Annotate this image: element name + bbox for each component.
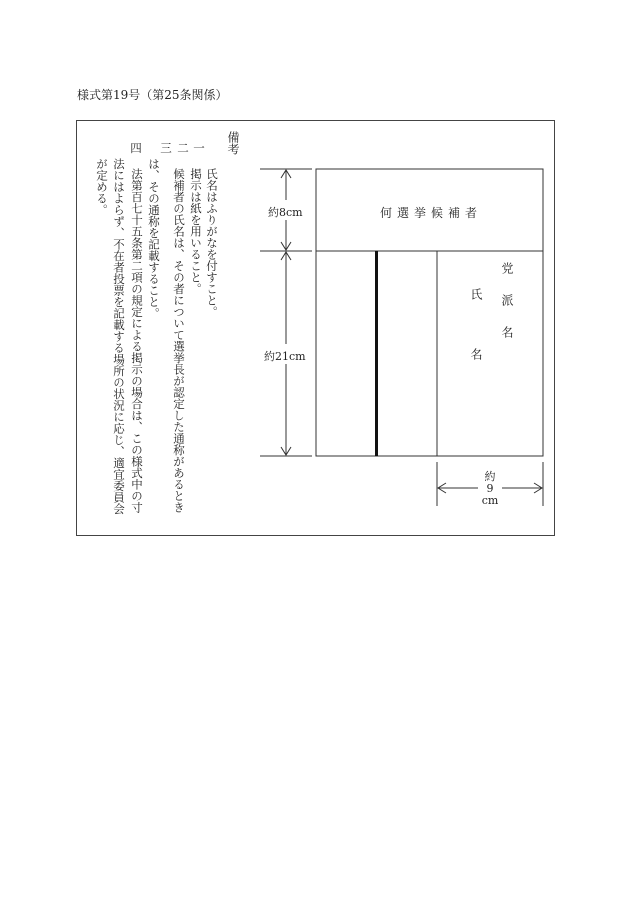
dim-label-left: 約21cm [264,350,306,363]
note-3-cont: は、その通称を記載すること。 [147,158,161,319]
note-2-text: 掲示は紙を用いること。 [189,168,203,295]
note-1-num: 一 [192,142,206,154]
dim-label-bottom-2: 9 [486,482,494,495]
note-3-num: 三 [159,142,173,154]
party-label: 党派名 [500,262,514,358]
note-4-cont: 法にはよらず、不在者投票を記載する場所の状況に応じ、適宜委員会 [112,158,126,515]
dim-label-bottom-1: 約 [484,470,496,483]
dim-label-bottom-3: cm [481,494,499,507]
name-label: 氏名 [469,288,483,408]
note-3-text: 候補者の氏名は、その者について選挙長が認定した通称があるとき [172,168,186,513]
note-1-text: 氏名はふりがなを付すこと。 [205,168,219,318]
note-4-cont2: が定める。 [95,158,109,216]
note-4-num: 四 [129,142,143,154]
note-4-text: 法第百七十五条第二項の規定による掲示の場合は、この様式中の寸 [130,168,144,513]
name-strip-bar [375,251,378,456]
header-text: 何選挙候補者 [380,206,483,220]
note-2-num: 二 [176,142,190,154]
dim-label-top: 約8cm [268,206,303,219]
notes-heading: 備考 [226,131,240,155]
form-title: 様式第19号（第25条関係） [77,88,228,102]
